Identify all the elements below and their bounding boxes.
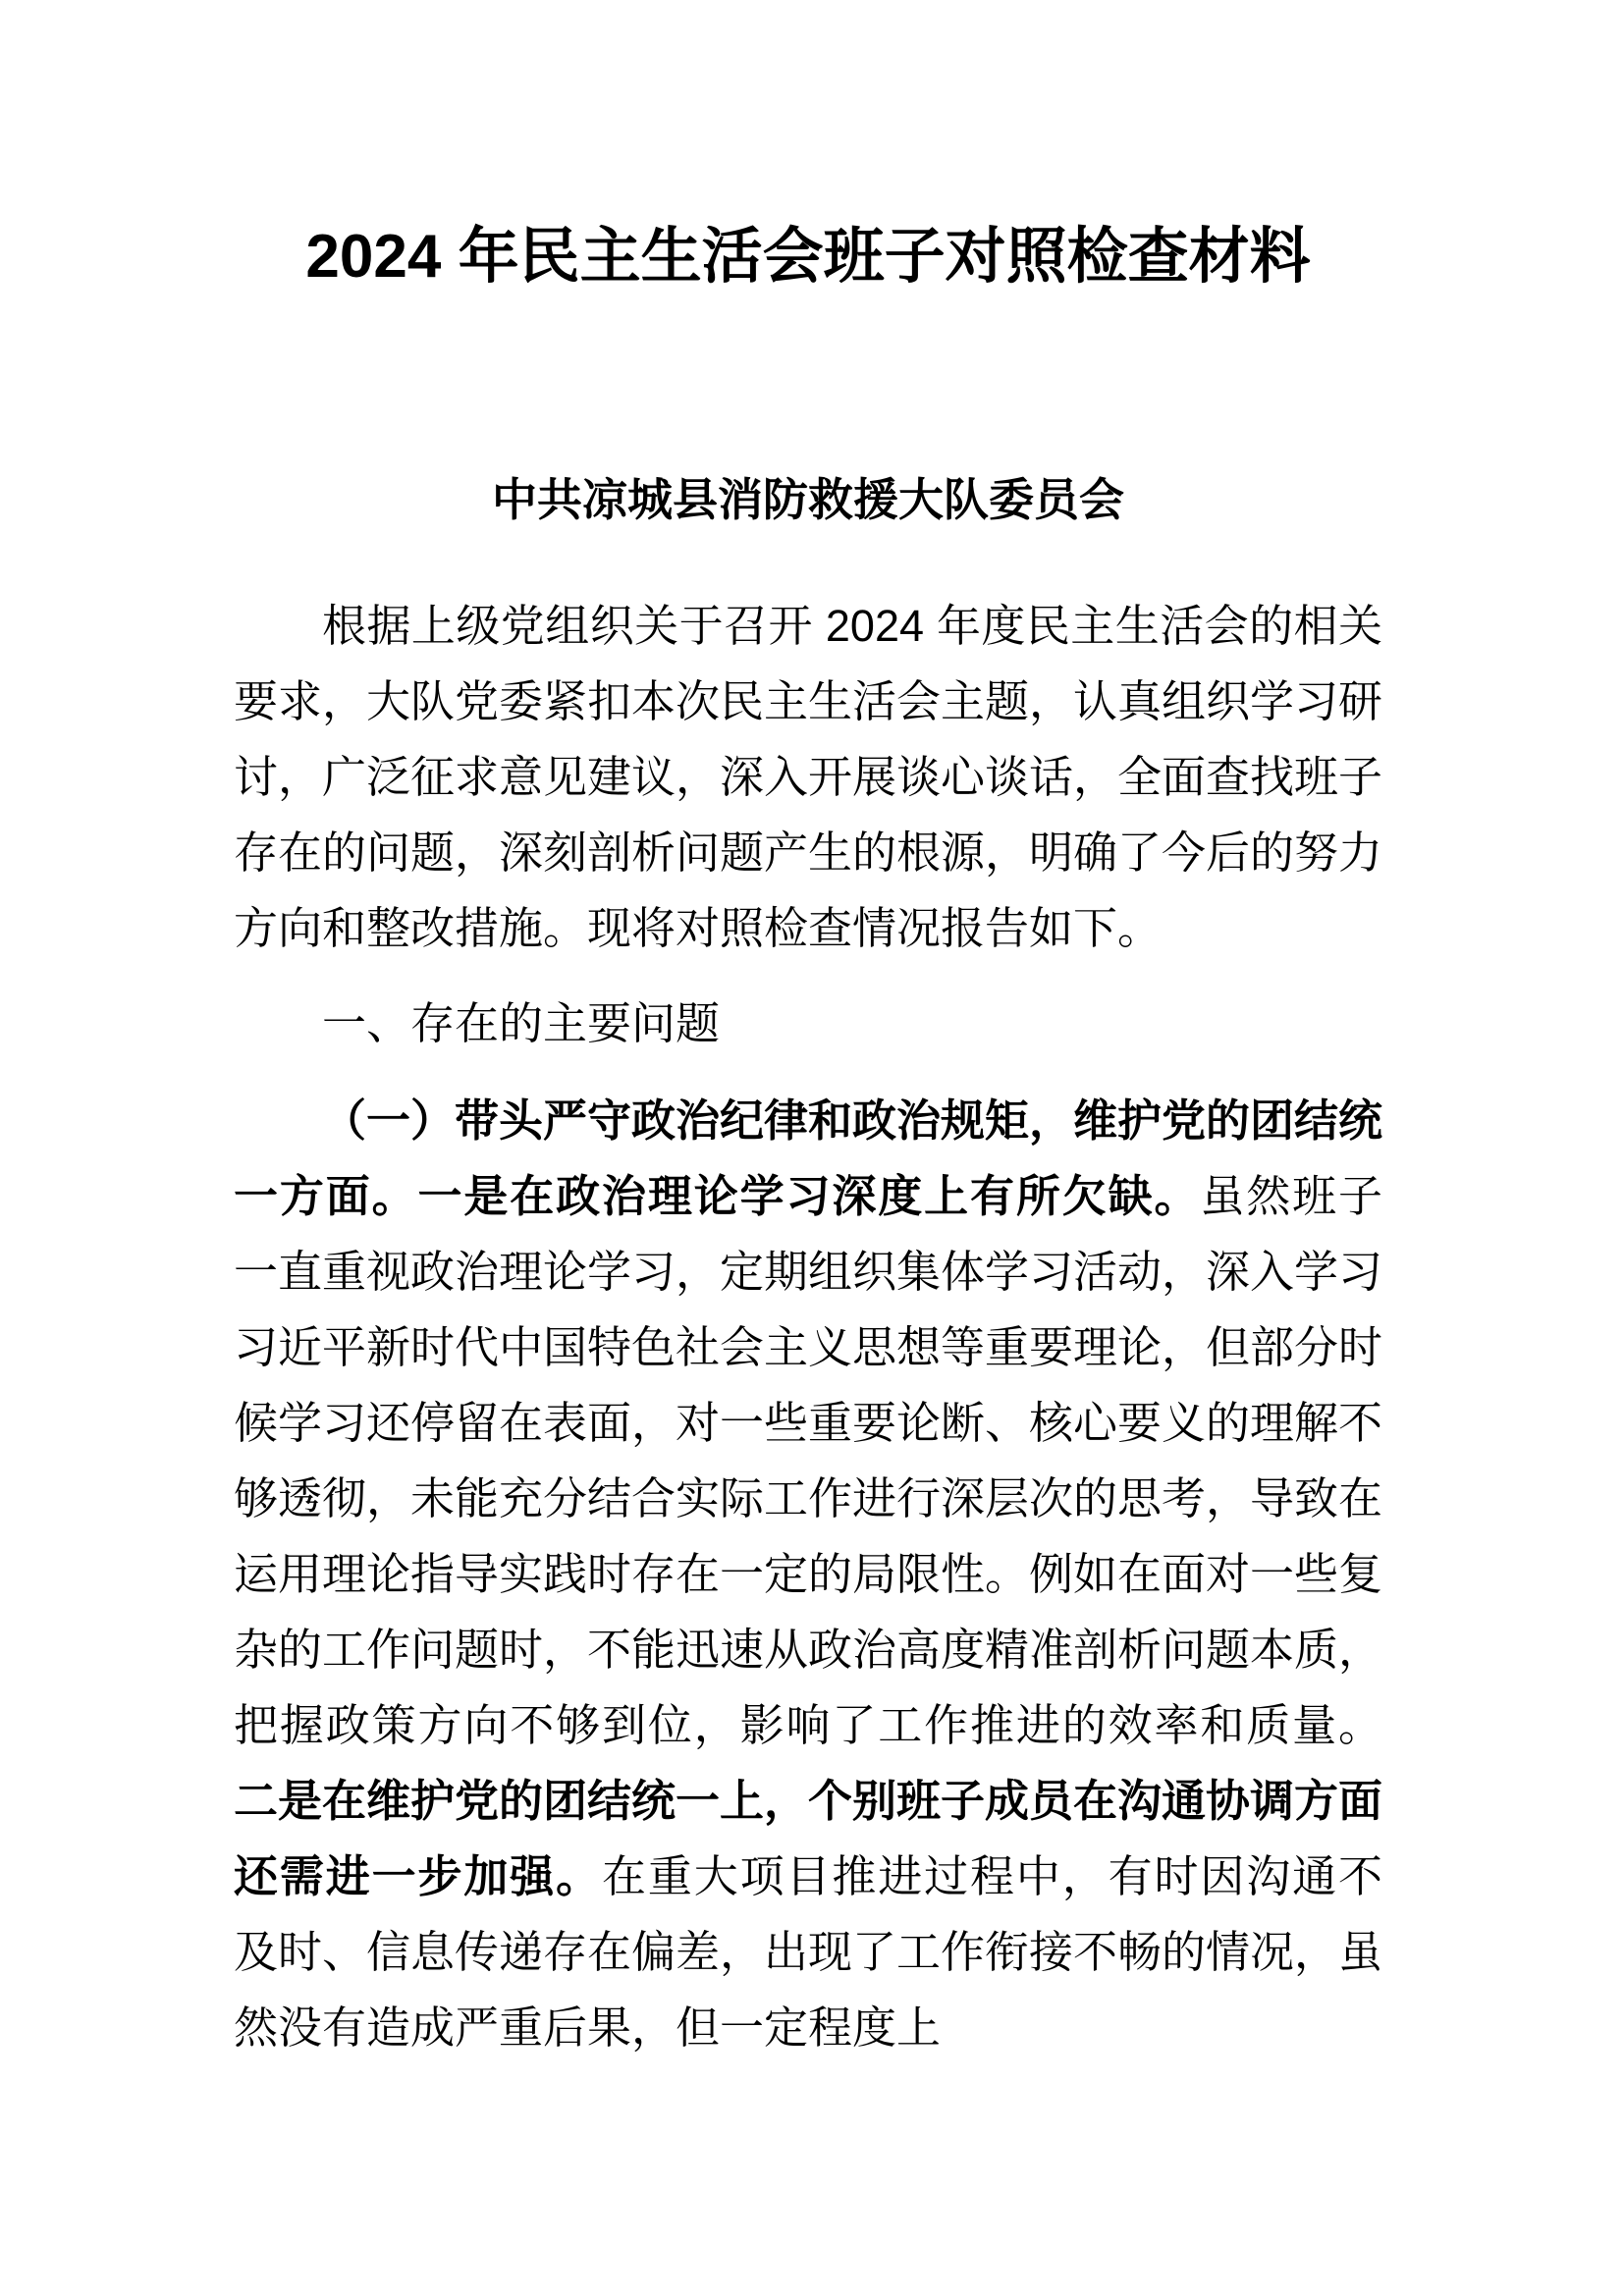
text-run: 在重大项目推进过程中，有时因沟通不及时、信息传递存在偏差，出现了工作衔接不畅的情况，虽然没有造成严重后果，但一定程度上 xyxy=(234,1851,1383,2053)
paragraph xyxy=(234,588,1382,966)
section-heading xyxy=(234,986,1382,1061)
text-run-bold: 二是在维护党的团结统一上，个别班子成员在沟通协调方面还需进一步加强。 xyxy=(234,1776,1383,1901)
text-run: 一、存在的主要问题 xyxy=(322,998,721,1048)
document-author-line: 中共凉城县消防救援大队委员会 xyxy=(492,474,1124,525)
document-title: 2024 年民主生活会班子对照检查材料 xyxy=(305,223,1311,291)
text-run-bold: （一）带头严守政治纪律和政治规矩，维护党的团结统一方面。一是在政治理论学习深度上有所欠缺。 xyxy=(234,1095,1383,1221)
paragraph xyxy=(234,1083,1382,2065)
document-body xyxy=(234,588,1382,2065)
text-run: 根据上级党组织关于召开 2024 年度民主生活会的相关要求，大队党委紧扣本次民主生活会主题，认真组织学习研讨，广泛征求意见建议，深入开展谈心谈话，全面查找班子存在的问题，深刻剖析问题产生的根源，明确了今后的努力方向和整改措施。现将对照检查情况报告如下。 xyxy=(234,601,1383,953)
text-run: 虽然班子一直重视政治理论学习，定期组织集体学习活动，深入学习习近平新时代中国特色社会主义思想等重要理论，但部分时候学习还停留在表面，对一些重要论断、核心要义的理解不够透彻，未能充分结合实际工作进行深层次的思考，导致在运用理论指导实践时存在一定的局限性。例如在面对一些复杂的工作问题时，不能迅速从政治高度精准剖析问题本质，把握政策方向不够到位，影响了工作推进的效率和质量。 xyxy=(234,1171,1383,1750)
